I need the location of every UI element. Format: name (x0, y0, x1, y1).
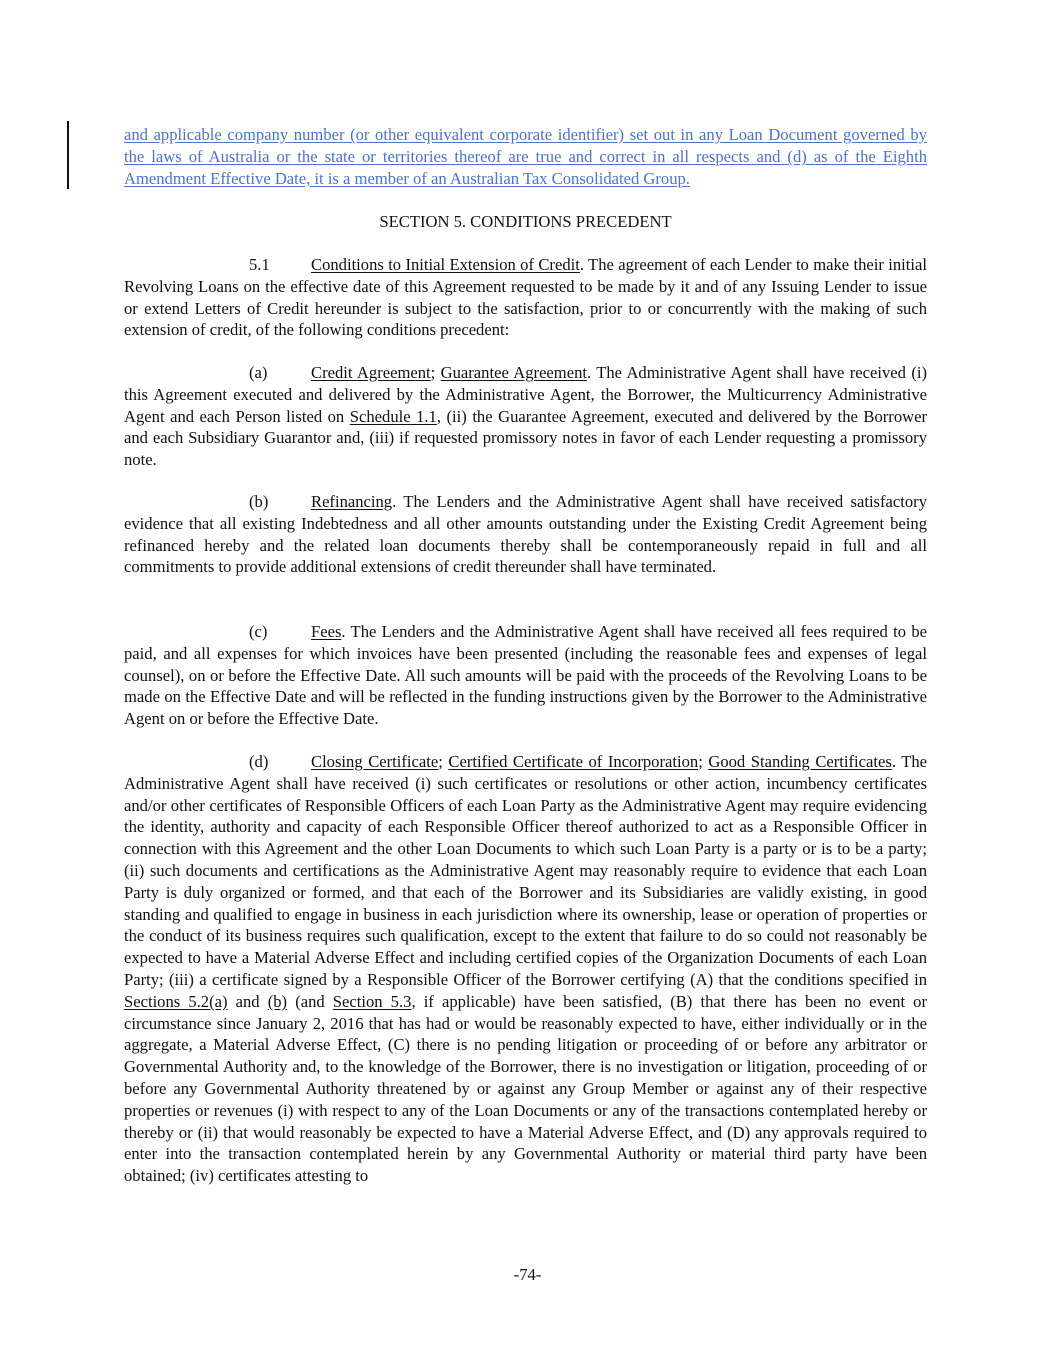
clause-body: , (ii) the Guarantee Agreement, executed and delivered by the Borrower and each Subsidiary Guarantor and, (iii) if requested promissory notes in favor of each Lender requesting a promissory note. (124, 406, 928, 470)
clause-body: . The Administrative Agent shall have received (i) this Agreement executed and delivered by the Administrative Agent, the Borrower, the Multicurrency Administrative Agent and each Person listed on (124, 363, 927, 426)
clause-b-paragraph (124, 491, 927, 578)
cross-reference: Sections 5.2(a) (124, 991, 228, 1011)
clause-title: Fees (311, 622, 342, 641)
section-5-1-paragraph (124, 254, 927, 341)
section-title: Conditions to Initial Extension of Credit (311, 255, 580, 274)
clause-body: . The Lenders and the Administrative Agent shall have received satisfactory evidence that all existing Indebtedness and all other amounts outstanding under the Existing Credit Agreement being refinanced hereby and the related loan documents thereby shall be contemporaneously repaid in full and all commitments to provide additional extensions of credit thereunder shall have terminated. (124, 492, 927, 577)
clause-d-paragraph (124, 751, 927, 1187)
section-number: 5.1 (249, 255, 270, 274)
section-heading: SECTION 5. CONDITIONS PRECEDENT (379, 212, 672, 231)
page-number: -74- (513, 1265, 542, 1284)
clause-body: (and (287, 991, 333, 1011)
clause-body: . The Lenders and the Administrative Agent shall have received all fees required to be paid, and all expenses for which invoices have been presented (including the reasonable fees and expenses of legal counsel), on or before the Effective Date. All such amounts will be paid with the proceeds of the Revolving Loans to be made on the Effective Date and will be reflected in the funding instructions given by the Borrower to the Administrative Agent on or before the Effective Date. (124, 622, 927, 729)
separator: ; (438, 752, 449, 771)
cross-reference: Section 5.3 (332, 991, 412, 1011)
clause-body: . The Administrative Agent shall have received (i) such certificates or resolutions or other action, incumbency certificates and/or other certificates of Responsible Officers of each Loan Party as the Administrative Agent may require evidencing the identity, authority and capacity of each Responsible Officer thereof authorized to act as a Responsible Officer in connection with this Agreement and the other Loan Documents to which such Loan Party is a party or is to be a party; (ii) such documents and certifications as the Administrative Agent may reasonably require to evidence that each Loan Party is duly organized or formed, and that each of the Borrower and its Subsidiaries are validly existing, in good standing and qualified to engage in business in each jurisdiction where its ownership, lease or operation of properties or the conduct of its business requires such qualification, except to the extent that failure to do so could not reasonably be expected to have a Material Adverse Effect and including certified copies of the Organization Documents of each Loan Party; (iii) a certificate signed by a Responsible Officer of the Borrower certifying (A) that the conditions specified in (124, 752, 928, 989)
clause-title: Refinancing (311, 492, 393, 511)
section-body: . The agreement of each Lender to make their initial Revolving Loans on the effective date of this Agreement requested to be made by it and of any Issuing Lender to issue or extend Letters of Credit hereunder is subject to the satisfaction, prior to or concurrently with the making of such extension of credit, of the following conditions precedent: (124, 255, 927, 340)
clause-title: Good Standing Certificates (708, 752, 892, 771)
clause-label: (b) (249, 492, 269, 511)
clause-title: Credit Agreement (311, 363, 431, 382)
clause-title: Closing Certificate (311, 752, 439, 771)
clause-c-paragraph (124, 621, 927, 730)
separator: ; (430, 363, 441, 382)
clause-a-paragraph (124, 362, 927, 471)
clause-title: Certified Certificate of Incorporation (448, 752, 699, 771)
revision-change-bar (67, 121, 69, 189)
clause-label: (a) (249, 363, 268, 382)
clause-title: Guarantee Agreement (440, 363, 587, 382)
cross-reference: (b) (267, 991, 288, 1011)
inserted-text: and applicable company number (or other equivalent corporate identifier) set out in any Loan Document governed by the laws of Australia or the state or territories thereof are true and correct in all respects and (d) as of the Eighth Amendment Effective Date, it is a member of an Australian Tax Consolidated Group. (124, 125, 927, 188)
clause-body: and (227, 991, 268, 1011)
separator: ; (698, 752, 709, 771)
inserted-revision-paragraph (124, 124, 927, 189)
clause-body: , if applicable) have been satisfied, (B) that there has been no event or circumstance since January 2, 2016 that has had or would be reasonably expected to have, either individually or in the aggregate, a Material Adverse Effect, (C) there is no pending litigation or proceeding of or before any arbitrator or Governmental Authority and, to the knowledge of the Borrower, there is no investigation or litigation, proceeding of or before any Governmental Authority threatened by or against any Group Member or against any of their respective properties or revenues (i) with respect to any of the Loan Documents or any of the transactions contemplated hereby or thereby or (ii) that would reasonably be expected to have a Material Adverse Effect, and (D) any approvals required to enter into the transaction contemplated herein by any Governmental Authority or material third party have been obtained; (iv) certificates attesting to (124, 991, 927, 1186)
clause-label: (c) (249, 622, 268, 641)
cross-reference: Schedule 1.1 (349, 406, 437, 426)
clause-label: (d) (249, 752, 269, 771)
